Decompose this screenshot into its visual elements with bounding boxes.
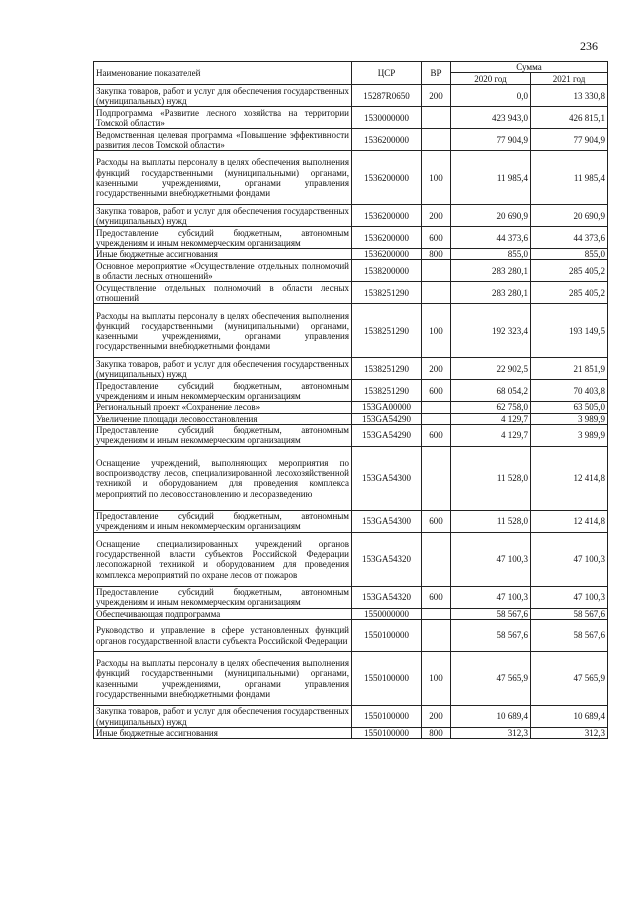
cell-name: Обеспечивающая подпрограмма: [94, 608, 352, 619]
cell-name: Закупка товаров, работ и услуг для обеспечения государственных (муниципальных) нужд: [94, 205, 352, 227]
cell-vr: 600: [422, 424, 451, 446]
table-row: [94, 151, 608, 205]
cell-name: Оснащение учреждений, выполняющих мероприятия по воспроизводству лесов, специализированной лесохозяйственной техникой и оборудованием для проведения комплекса мероприятий по лесовосстановлению и лесоразведению: [94, 446, 352, 510]
cell-2021: 12 414,8: [531, 510, 608, 532]
cell-csr: 1538251290: [352, 304, 422, 358]
cell-vr: 100: [422, 652, 451, 706]
cell-2021: 58 567,6: [531, 620, 608, 652]
cell-name: Подпрограмма «Развитие лесного хозяйства на территории Томской области»: [94, 107, 352, 129]
cell-csr: 1550100000: [352, 706, 422, 728]
budget-table: [93, 61, 608, 739]
cell-2020: 283 280,1: [451, 260, 531, 282]
table-row: [94, 107, 608, 129]
cell-csr: 153GA54300: [352, 446, 422, 510]
cell-csr: 153GA54320: [352, 586, 422, 608]
table-row: [94, 652, 608, 706]
cell-name: Предоставление субсидий бюджетным, автономным учреждениям и иным некоммерческим организациям: [94, 510, 352, 532]
cell-vr: [422, 532, 451, 586]
cell-2021: 13 330,8: [531, 85, 608, 107]
cell-2020: 47 565,9: [451, 652, 531, 706]
cell-name: Предоставление субсидий бюджетным, автономным учреждениям и иным некоммерческим организациям: [94, 424, 352, 446]
table-row: [94, 586, 608, 608]
cell-csr: 153GA54290: [352, 413, 422, 424]
cell-vr: [422, 260, 451, 282]
cell-2021: 47 100,3: [531, 532, 608, 586]
header-vr: ВР: [422, 62, 451, 85]
cell-csr: 1536200000: [352, 249, 422, 260]
cell-2021: 47 100,3: [531, 586, 608, 608]
cell-vr: 800: [422, 249, 451, 260]
cell-2021: 12 414,8: [531, 446, 608, 510]
cell-name: Предоставление субсидий бюджетным, автономным учреждениям и иным некоммерческим организациям: [94, 586, 352, 608]
table-row: [94, 205, 608, 227]
cell-csr: 1538251290: [352, 358, 422, 380]
cell-2021: 193 149,5: [531, 304, 608, 358]
header-csr: ЦСР: [352, 62, 422, 85]
header-name: Наименование показателей: [94, 62, 352, 85]
cell-name: Основное мероприятие «Осуществление отдельных полномочий в области лесных отношений»: [94, 260, 352, 282]
cell-name: Закупка товаров, работ и услуг для обеспечения государственных (муниципальных) нужд: [94, 85, 352, 107]
table-row: [94, 227, 608, 249]
cell-2021: 21 851,9: [531, 358, 608, 380]
cell-csr: 1536200000: [352, 205, 422, 227]
cell-2020: 22 902,5: [451, 358, 531, 380]
cell-2021: 11 985,4: [531, 151, 608, 205]
table-row: [94, 446, 608, 510]
cell-2021: 63 505,0: [531, 402, 608, 413]
cell-name: Расходы на выплаты персоналу в целях обеспечения выполнения функций государственными (муниципальными) органами, казенными учреждениями, органами управления государственными внебюджетными фондами: [94, 151, 352, 205]
cell-2021: 44 373,6: [531, 227, 608, 249]
cell-2021: 3 989,9: [531, 413, 608, 424]
cell-2020: 4 129,7: [451, 413, 531, 424]
cell-2021: 70 403,8: [531, 380, 608, 402]
table-row: [94, 282, 608, 304]
cell-2020: 44 373,6: [451, 227, 531, 249]
cell-vr: 200: [422, 85, 451, 107]
table-row: [94, 249, 608, 260]
cell-csr: 1536200000: [352, 129, 422, 151]
cell-vr: 600: [422, 380, 451, 402]
cell-vr: [422, 620, 451, 652]
table-row: [94, 413, 608, 424]
cell-name: Увеличение площади лесовосстановления: [94, 413, 352, 424]
cell-2020: 47 100,3: [451, 586, 531, 608]
cell-2020: 283 280,1: [451, 282, 531, 304]
cell-name: Расходы на выплаты персоналу в целях обеспечения выполнения функций государственными (муниципальными) органами, казенными учреждениями, органами управления государственными внебюджетными фондами: [94, 304, 352, 358]
cell-vr: 800: [422, 728, 451, 739]
table-row: [94, 304, 608, 358]
table-row: [94, 532, 608, 586]
cell-name: Расходы на выплаты персоналу в целях обеспечения выполнения функций государственными (муниципальными) органами, казенными учреждениями, органами управления государственными внебюджетными фондами: [94, 652, 352, 706]
table-row: [94, 706, 608, 728]
cell-name: Закупка товаров, работ и услуг для обеспечения государственных (муниципальных) нужд: [94, 706, 352, 728]
cell-name: Оснащение специализированных учреждений органов государственной власти субъектов Российской Федерации лесопожарной техникой и оборудованием для проведения комплекса мероприятий по охране лесов от пожаров: [94, 532, 352, 586]
cell-2020: 0,0: [451, 85, 531, 107]
cell-name: Региональный проект «Сохранение лесов»: [94, 402, 352, 413]
cell-vr: 100: [422, 304, 451, 358]
cell-csr: 1550100000: [352, 728, 422, 739]
cell-csr: 1550100000: [352, 652, 422, 706]
cell-2020: 11 528,0: [451, 446, 531, 510]
cell-2021: 3 989,9: [531, 424, 608, 446]
cell-csr: 1536200000: [352, 151, 422, 205]
cell-name: Ведомственная целевая программа «Повышение эффективности развития лесов Томской области»: [94, 129, 352, 151]
cell-vr: [422, 107, 451, 129]
cell-vr: [422, 282, 451, 304]
cell-name: Иные бюджетные ассигнования: [94, 728, 352, 739]
cell-name: Закупка товаров, работ и услуг для обеспечения государственных (муниципальных) нужд: [94, 358, 352, 380]
cell-2020: 77 904,9: [451, 129, 531, 151]
cell-vr: 200: [422, 706, 451, 728]
cell-vr: 200: [422, 205, 451, 227]
table-row: [94, 85, 608, 107]
cell-2020: 11 985,4: [451, 151, 531, 205]
table-row: [94, 728, 608, 739]
table-row: [94, 510, 608, 532]
cell-csr: 1538251290: [352, 380, 422, 402]
cell-csr: 1550100000: [352, 620, 422, 652]
cell-csr: 153GA54290: [352, 424, 422, 446]
cell-2020: 68 054,2: [451, 380, 531, 402]
cell-csr: 1530000000: [352, 107, 422, 129]
cell-vr: [422, 608, 451, 619]
cell-vr: [422, 129, 451, 151]
table-row: [94, 129, 608, 151]
cell-2021: 426 815,1: [531, 107, 608, 129]
cell-vr: 600: [422, 586, 451, 608]
header-year-2021: 2021 год: [531, 73, 608, 85]
cell-2021: 855,0: [531, 249, 608, 260]
cell-2020: 10 689,4: [451, 706, 531, 728]
cell-csr: 153GA54320: [352, 532, 422, 586]
cell-2021: 58 567,6: [531, 608, 608, 619]
cell-2020: 4 129,7: [451, 424, 531, 446]
cell-2021: 285 405,2: [531, 260, 608, 282]
cell-vr: 600: [422, 510, 451, 532]
header-sum: Сумма: [451, 62, 608, 73]
cell-name: Предоставление субсидий бюджетным, автономным учреждениям и иным некоммерческим организациям: [94, 380, 352, 402]
cell-2021: 20 690,9: [531, 205, 608, 227]
table-row: [94, 260, 608, 282]
table-row: [94, 620, 608, 652]
cell-name: Предоставление субсидий бюджетным, автономным учреждениям и иным некоммерческим организациям: [94, 227, 352, 249]
cell-vr: [422, 446, 451, 510]
header-year-2020: 2020 год: [451, 73, 531, 85]
table-row: [94, 358, 608, 380]
cell-csr: 1538251290: [352, 282, 422, 304]
table-header: [94, 62, 608, 85]
cell-vr: [422, 413, 451, 424]
cell-vr: 200: [422, 358, 451, 380]
page-number: 236: [580, 39, 598, 53]
cell-2020: 58 567,6: [451, 608, 531, 619]
cell-2021: 285 405,2: [531, 282, 608, 304]
cell-2020: 423 943,0: [451, 107, 531, 129]
cell-2021: 77 904,9: [531, 129, 608, 151]
cell-2020: 855,0: [451, 249, 531, 260]
cell-2020: 47 100,3: [451, 532, 531, 586]
cell-2020: 20 690,9: [451, 205, 531, 227]
cell-csr: 1536200000: [352, 227, 422, 249]
table-body: [94, 85, 608, 739]
cell-vr: 100: [422, 151, 451, 205]
table-row: [94, 608, 608, 619]
cell-name: Иные бюджетные ассигнования: [94, 249, 352, 260]
cell-2020: 58 567,6: [451, 620, 531, 652]
cell-name: Осуществление отдельных полномочий в области лесных отношений: [94, 282, 352, 304]
cell-2021: 10 689,4: [531, 706, 608, 728]
cell-csr: 15287R0650: [352, 85, 422, 107]
cell-csr: 153GA00000: [352, 402, 422, 413]
cell-2020: 312,3: [451, 728, 531, 739]
table-row: [94, 380, 608, 402]
cell-2020: 62 758,0: [451, 402, 531, 413]
cell-2021: 47 565,9: [531, 652, 608, 706]
table-row: [94, 402, 608, 413]
cell-2020: 192 323,4: [451, 304, 531, 358]
cell-name: Руководство и управление в сфере установленных функций органов государственной власти субъекта Российской Федерации: [94, 620, 352, 652]
cell-vr: 600: [422, 227, 451, 249]
cell-2020: 11 528,0: [451, 510, 531, 532]
cell-csr: 153GA54300: [352, 510, 422, 532]
table-row: [94, 424, 608, 446]
cell-vr: [422, 402, 451, 413]
cell-2021: 312,3: [531, 728, 608, 739]
cell-csr: 1538200000: [352, 260, 422, 282]
cell-csr: 1550000000: [352, 608, 422, 619]
